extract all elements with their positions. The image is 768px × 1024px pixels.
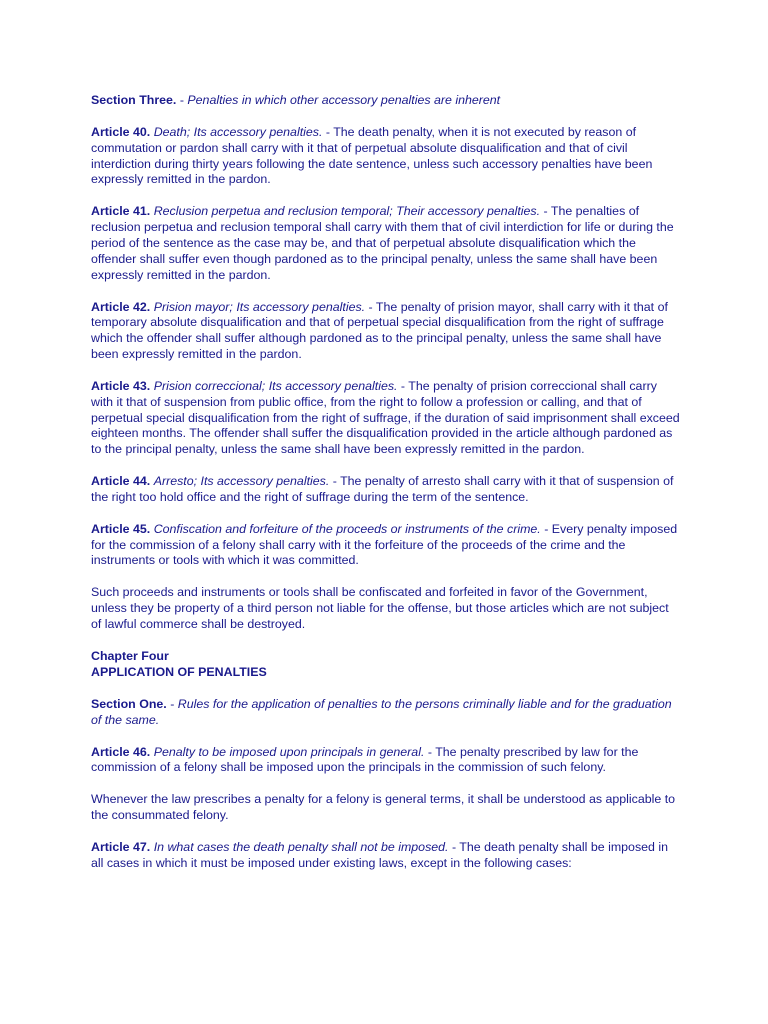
article-body: The penalty prescribed by law for the commission of a felony shall be imposed upon the principals in the commission of such felony. (91, 744, 639, 775)
section-title: Penalties in which other accessory penalties are inherent (187, 93, 501, 107)
separator: - (448, 840, 460, 855)
separator: - (424, 744, 436, 759)
chapter-heading (91, 649, 681, 681)
article-number: Article 42. (91, 299, 151, 314)
article-title: In what cases the death penalty shall not be imposed. (153, 840, 449, 855)
article-40 (91, 125, 681, 188)
article-45-paragraph: Such proceeds and instruments or tools shall be confiscated and forfeited in favor of the Government, unless they be property of a third person not liable for the offense, but those articles which are not subject of lawful commerce shall be destroyed. (91, 585, 669, 632)
article-body: The penalties of reclusion perpetua and reclusion temporal shall carry with them that of civil interdiction for life or during the period of the sentence as the case may be, and that of perpetual absolute disqualification which the offender shall suffer even though pardoned as to the principal penalty, unless the same shall have been expressly remitted in the pardon. (91, 204, 674, 282)
article-number: Article 45. (91, 521, 151, 536)
article-number: Article 47. (91, 840, 151, 855)
article-45 (91, 522, 681, 569)
article-number: Article 40. (91, 124, 151, 139)
section-one-heading (91, 697, 681, 729)
article-title: Arresto; Its accessory penalties. (153, 474, 330, 489)
section-three-heading (91, 93, 681, 109)
article-title: Prision mayor; Its accessory penalties. (153, 299, 366, 314)
document-page (91, 93, 681, 888)
article-title: Confiscation and forfeiture of the proceeds or instruments of the crime. (153, 521, 541, 536)
article-title: Reclusion perpetua and reclusion temporal; Their accessory penalties. (153, 204, 541, 219)
section-title: Rules for the application of penalties to the persons criminally liable and for the graduation of the same. (91, 696, 672, 727)
article-43 (91, 379, 681, 458)
article-number: Article 46. (91, 744, 151, 759)
separator: - (329, 474, 341, 489)
article-46-paragraph: Whenever the law prescribes a penalty for a felony is general terms, it shall be understood as applicable to the consummated felony. (91, 792, 676, 823)
article-46 (91, 745, 681, 777)
article-body: The penalty of arresto shall carry with it that of suspension of the right too hold office and the right of suffrage during the term of the sentence. (91, 474, 674, 504)
separator: - (540, 204, 551, 219)
article-47 (91, 840, 681, 872)
separator: - (176, 93, 188, 107)
article-number: Article 43. (91, 378, 151, 393)
separator: - (365, 299, 376, 314)
article-body: The penalty of prision correccional shall carry with it that of suspension from public office, from the right to follow a profession or calling, and that of perpetual special disqualification from the right of suffrage, if the duration of said imprisonment shall exceed eighteen months. The offender shall suffer the disqualification provided in the article although pardoned as to the principal penalty, unless the same shall have been expressly remitted in the pardon. (91, 378, 680, 457)
separator: - (322, 124, 334, 139)
article-title: Death; Its accessory penalties. (153, 124, 323, 139)
separator: - (166, 696, 178, 711)
article-title: Prision correccional; Its accessory penalties. (153, 378, 398, 393)
article-number: Article 41. (91, 204, 151, 219)
chapter-label: Chapter Four (91, 649, 169, 664)
separator: - (397, 378, 409, 393)
article-body: The death penalty shall be imposed in all cases in which it must be imposed under existing laws, except in the following cases: (91, 840, 669, 870)
article-44 (91, 474, 681, 506)
article-title: Penalty to be imposed upon principals in general. (153, 744, 425, 759)
chapter-title: APPLICATION OF PENALTIES (91, 664, 267, 679)
section-label: Section One. (91, 696, 167, 711)
separator: - (540, 521, 552, 536)
article-41 (91, 204, 681, 283)
article-body: The death penalty, when it is not executed by reason of commutation or pardon shall carry with it that of perpetual absolute disqualification and that of civil interdiction during thirty years following the date sentence, unless such accessory penalties have been expressly remitted in the pardon. (91, 124, 653, 187)
article-number: Article 44. (91, 474, 151, 489)
article-42 (91, 300, 681, 363)
article-body: The penalty of prision mayor, shall carry with it that of temporary absolute disqualification and that of perpetual special disqualification from the right of suffrage which the offender shall suffer although pardoned as to the principal penalty, unless the same shall have been expressly remitted in the pardon. (91, 299, 668, 361)
article-body: Every penalty imposed for the commission of a felony shall carry with it the forfeiture of the proceeds of the crime and the instruments or tools with which it was committed. (91, 521, 678, 568)
section-label: Section Three. (91, 93, 177, 107)
